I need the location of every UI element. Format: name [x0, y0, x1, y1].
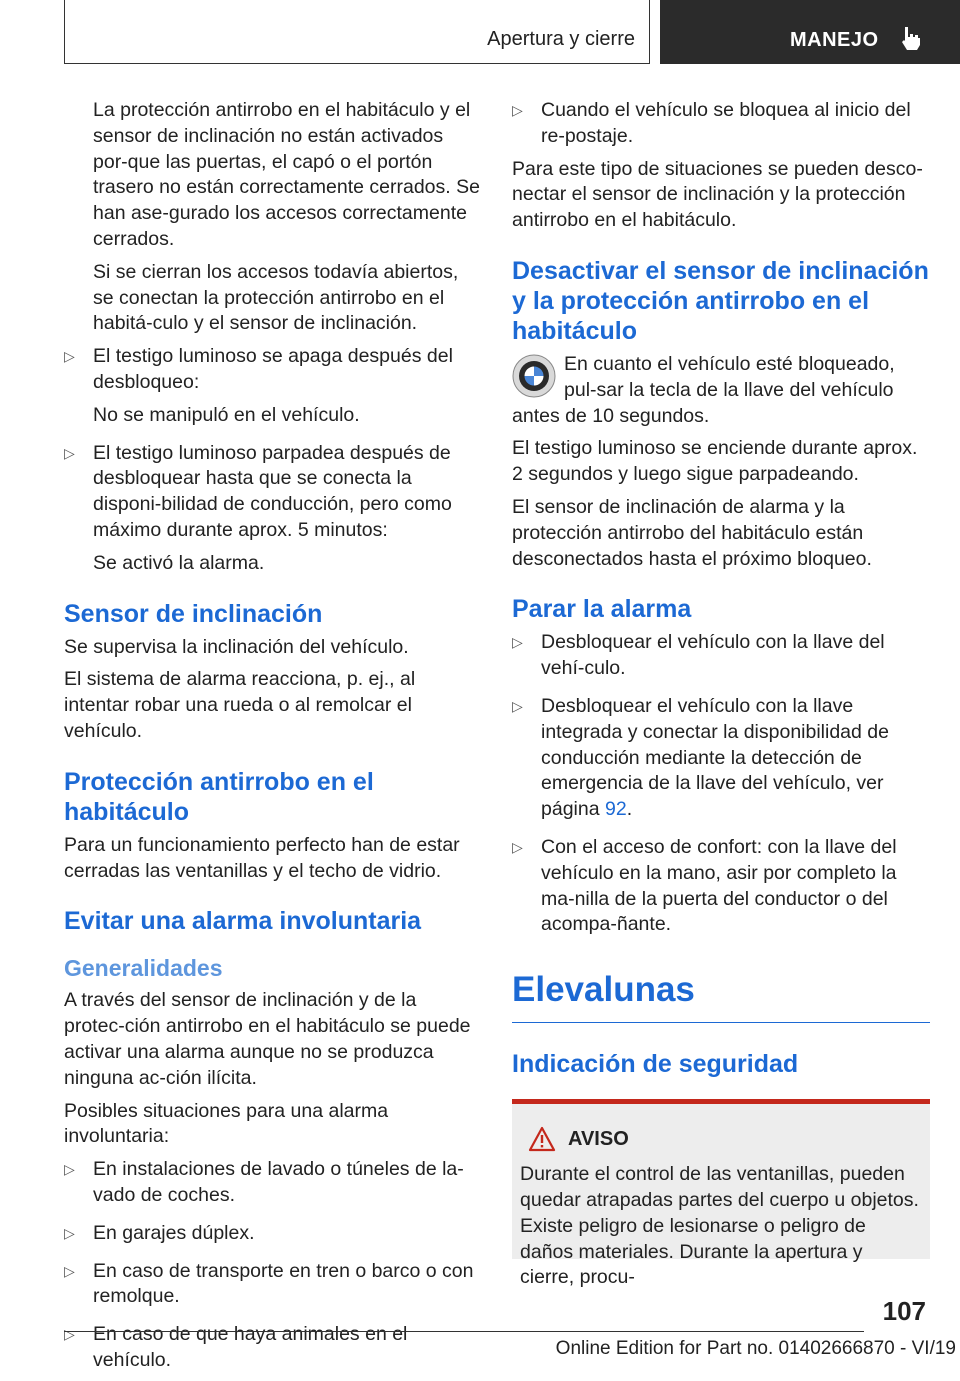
footer-divider — [64, 1331, 864, 1332]
section-title: Apertura y cierre — [487, 28, 635, 50]
list-item-text: En caso de que haya animales en el vehículo. — [93, 1323, 408, 1371]
list-item — [64, 1322, 482, 1374]
deactivate-paragraph-2: El testigo luminoso se enciende durante aprox. 2 segundos y luego sigue parpadeando. — [512, 437, 918, 486]
warning-triangle-icon — [528, 1126, 556, 1152]
list-item-text: Desbloquear el vehículo con la llave del vehí-culo. — [541, 631, 885, 680]
deactivate-paragraph-1: En cuanto el vehículo esté bloqueado, pul-sar la tecla de la llave del vehículo antes de 10 segundos. — [512, 352, 895, 427]
general-paragraph-2: Posibles situaciones para una alarma involuntaria: — [64, 1099, 389, 1148]
warning-title: AVISO — [568, 1128, 629, 1151]
list-item-text: En instalaciones de lavado o túneles de la-vado de coches. — [93, 1158, 464, 1206]
chapter-title: MANEJO — [790, 29, 879, 51]
warning-text: Durante el control de las ventanillas, pueden quedar atrapadas partes del cuerpo u objetos. Existe peligro de lesionarse o peligro de daños materiales. Durante la apertura y cierre, procu- — [520, 1163, 919, 1289]
list-item-text: Con el acceso de confort: con la llave del vehículo en la mano, asir por completo la ma-nilla de la puerta del conductor o del acompa-ñante. — [541, 835, 897, 936]
bmw-key-icon — [512, 354, 556, 398]
warning-box — [512, 1099, 930, 1289]
bullet-triangle-icon: ▷ — [512, 697, 523, 714]
page-reference-link[interactable]: 92 — [604, 798, 627, 821]
list-item-text-part: Desbloquear el vehículo con la llave integrada y conectar la disponibilidad de conducción mediante la detección de emergencia de la llave del vehículo, ver página — [541, 694, 889, 821]
list-item-subtext: No se manipuló en el vehículo. — [93, 403, 360, 426]
list-item — [64, 1221, 482, 1247]
intro-paragraph-2: Si se cierran los accesos todavía abiertos, se conectan la protección antirrobo en el habitá-culo y el sensor de inclinación. — [93, 260, 459, 335]
heading-safety: Indicación de seguridad — [512, 1050, 799, 1079]
header-section-box — [64, 0, 650, 64]
list-item — [64, 441, 482, 577]
page-number: 107 — [882, 1296, 926, 1326]
bullet-triangle-icon: ▷ — [64, 1224, 75, 1241]
edition-note: Online Edition for Part no. 01402666870 - VI/19 — [555, 1338, 956, 1359]
bullet-triangle-icon: ▷ — [512, 838, 523, 855]
left-column — [64, 98, 482, 1381]
list-item-text: El testigo luminoso se apaga después del desbloqueo: — [93, 345, 453, 393]
heading-tilt-sensor: Sensor de inclinación — [64, 599, 323, 628]
list-item — [64, 1157, 482, 1209]
bullet-triangle-icon: ▷ — [64, 444, 75, 461]
tilt-paragraph-1: Se supervisa la inclinación del vehículo. — [64, 635, 409, 658]
list-item-text-end: . — [626, 798, 633, 821]
hand-pointer-icon — [898, 25, 924, 51]
bullet-triangle-icon: ▷ — [512, 634, 523, 651]
list-item-text: Cuando el vehículo se bloquea al inicio del re-postaje. — [541, 99, 911, 147]
list-item — [64, 344, 482, 428]
list-item-text: En garajes dúplex. — [93, 1221, 255, 1244]
list-item — [512, 98, 930, 150]
header-chapter-box — [660, 0, 960, 64]
right-column — [512, 98, 930, 1289]
heading-stop-alarm: Parar la alarma — [512, 595, 692, 624]
warning-header — [520, 1126, 922, 1156]
list-item-text — [541, 694, 930, 823]
intro-paragraph-1: La protección antirrobo en el habitáculo y el sensor de inclinación no están activados por-que las puertas, el capó o el portón trasero no están correctamente cerrados. Se han ase-gurado los accesos correctamente cerrados. — [93, 99, 480, 250]
disconnect-paragraph: Para este tipo de situaciones se pueden desco-nectar el sensor de inclinación y la protección antirrobo en el habitáculo. — [512, 157, 923, 232]
list-item-subtext: Se activó la alarma. — [93, 551, 265, 574]
bullet-triangle-icon: ▷ — [512, 102, 523, 118]
bullet-triangle-icon: ▷ — [64, 348, 75, 365]
heading-deactivate: Desactivar el sensor de inclinación y la protección antirrobo en el habitáculo — [512, 256, 929, 345]
deactivate-paragraph-3: El sensor de inclinación de alarma y la protección antirrobo del habitáculo están desconectados hasta el próximo bloqueo. — [512, 495, 872, 570]
list-item — [64, 1259, 482, 1311]
list-item — [512, 835, 930, 938]
list-item — [512, 630, 930, 682]
bullet-triangle-icon: ▷ — [64, 1326, 75, 1343]
heading-avoid-alarm: Evitar una alarma involuntaria — [64, 907, 422, 936]
list-item-text: El testigo luminoso parpadea después de desbloquear hasta que se conecta la disponi-bilidad de conducción, pero como máximo durante aprox. 5 minutos: — [93, 441, 452, 541]
general-paragraph-1: A través del sensor de inclinación y de la protec-ción antirrobo en el habitáculo se puede activar una alarma aunque no se produzca ninguna ac-ción ilícita. — [64, 989, 471, 1089]
tilt-paragraph-2: El sistema de alarma reacciona, p. ej., al intentar robar una rueda o al remolcar el vehículo. — [64, 668, 416, 742]
list-item-text: En caso de transporte en tren o barco o con remolque. — [93, 1259, 474, 1308]
heading-divider — [512, 1022, 930, 1023]
heading-interior-protection: Protección antirrobo en el habitáculo — [64, 767, 374, 826]
key-instruction — [512, 352, 930, 429]
interior-paragraph: Para un funcionamiento perfecto han de estar cerradas las ventanillas y el techo de vidrio. — [64, 833, 460, 882]
list-item — [512, 694, 930, 823]
heading-general: Generalidades — [64, 955, 223, 982]
bullet-triangle-icon: ▷ — [64, 1161, 75, 1178]
heading-windows: Elevalunas — [512, 970, 695, 1010]
bullet-triangle-icon: ▷ — [64, 1262, 75, 1279]
